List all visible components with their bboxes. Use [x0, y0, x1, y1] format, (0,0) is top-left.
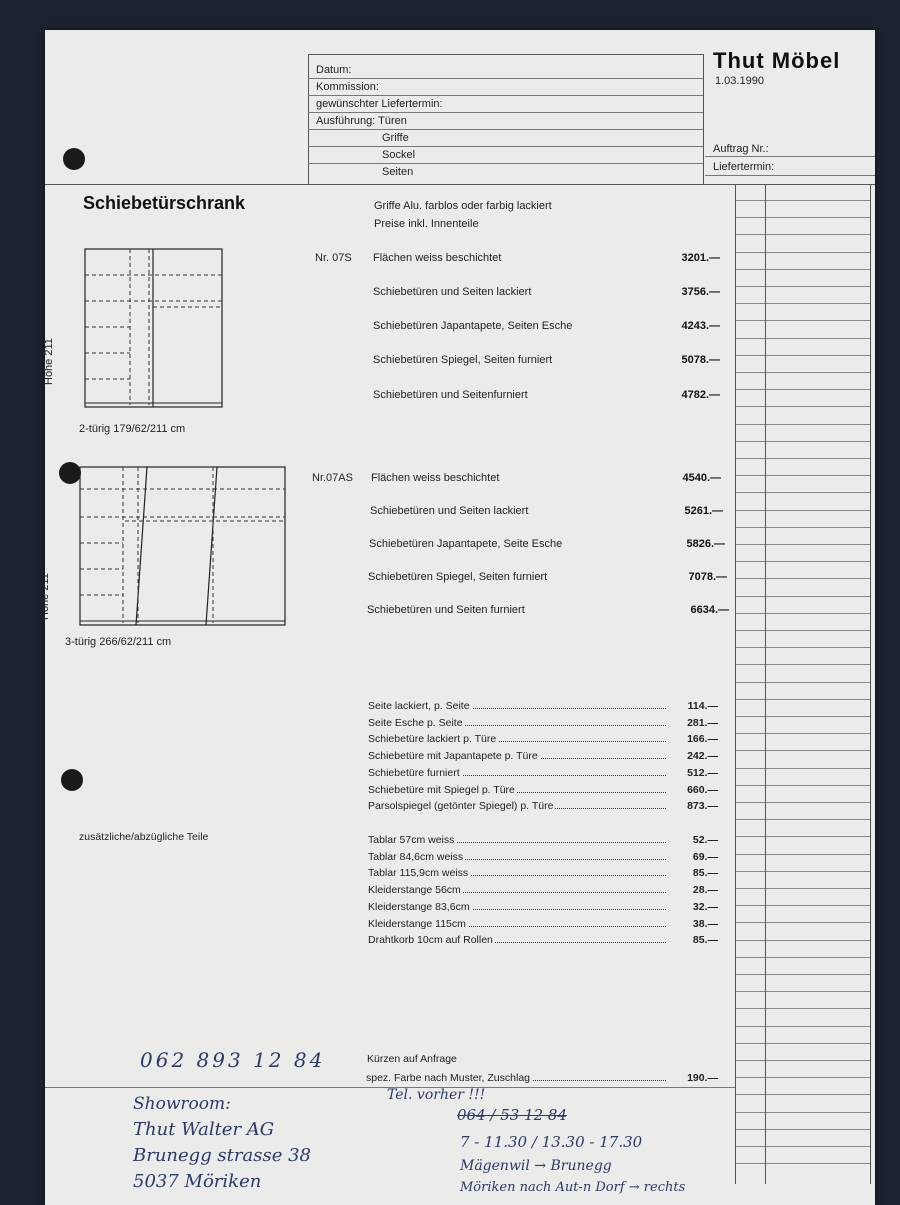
model1-item-price: 4243.— — [681, 320, 720, 332]
ledger-row-line — [735, 974, 870, 975]
model2-item-price: 4540.— — [682, 472, 721, 484]
parts-label: zusätzliche/abzügliche Teile — [79, 831, 209, 843]
part-b-row — [368, 866, 718, 880]
ledger-row-line — [735, 1146, 870, 1147]
farbe-row — [366, 1071, 718, 1085]
part-b-row — [368, 900, 718, 914]
part-a-price: 166.— — [687, 733, 718, 746]
part-a-row — [368, 783, 718, 797]
part-a-desc: Seite Esche p. Seite — [368, 716, 463, 729]
ledger-row-line — [735, 905, 870, 906]
auftrag-line — [705, 156, 875, 157]
model1-item-desc: Flächen weiss beschichtet — [373, 252, 502, 264]
model2-number: Nr.07AS — [312, 472, 353, 484]
handwritten-struck-number: 064 / 53 12 84 — [457, 1106, 568, 1124]
ledger-row-line — [735, 269, 870, 270]
ledger-row-line — [735, 510, 870, 511]
ledger-row-line — [735, 785, 870, 786]
ledger-row-line — [735, 768, 870, 769]
part-b-price: 52.— — [692, 834, 718, 846]
wardrobe-2-door-drawing — [75, 245, 235, 415]
header-right-border — [703, 54, 704, 184]
part-a-price: 281.— — [687, 716, 718, 729]
header-divider — [45, 184, 875, 185]
model2-item-price: 5826.— — [686, 538, 725, 550]
header-date: 1.03.1990 — [715, 75, 764, 87]
part-b-desc: Kleiderstange 56cm — [368, 884, 461, 897]
ledger-row-line — [735, 1094, 870, 1095]
handwritten-showroom-2: Thut Walter AG — [133, 1119, 275, 1140]
header-top-border — [308, 54, 703, 55]
model1-item-price: 3201.— — [681, 252, 720, 264]
model1-size-label: 2-türig 179/62/211 cm — [79, 423, 186, 435]
ledger-row-line — [735, 613, 870, 614]
ledger-row-line — [735, 682, 870, 683]
ledger-row-line — [735, 699, 870, 700]
ledger-row-line — [735, 286, 870, 287]
ledger-row-line — [735, 372, 870, 373]
ledger-row-line — [735, 871, 870, 872]
handwritten-showroom-4: 5037 Möriken — [133, 1171, 262, 1192]
part-a-desc: Seite lackiert, p. Seite — [368, 700, 470, 712]
ledger-row-line — [735, 492, 870, 493]
part-a-desc: Parsolspiegel (getönter Spiegel) p. Türe — [368, 800, 554, 813]
part-b-desc: Drahtkorb 10cm auf Rollen — [368, 934, 493, 947]
model2-item-desc: Schiebetüren Spiegel, Seiten furniert — [368, 571, 548, 583]
field-datum: Datum: — [308, 62, 703, 79]
part-b-desc: Kleiderstange 83,6cm — [368, 900, 470, 913]
part-b-desc: Tablar 115,9cm weiss — [368, 867, 469, 880]
farbe-desc: spez. Farbe nach Muster, Zuschlag — [366, 1072, 530, 1084]
punch-hole — [63, 148, 85, 170]
ledger-row-line — [735, 802, 870, 803]
ledger-row-line — [735, 389, 870, 390]
ledger-row-line — [735, 338, 870, 339]
part-a-price: 660.— — [687, 783, 718, 796]
part-b-price: 69.— — [692, 850, 718, 863]
part-a-desc: Schiebetüre mit Japantapete p. Türe — [368, 750, 538, 763]
ledger-row-line — [735, 922, 870, 923]
part-b-row — [368, 850, 718, 864]
ledger-row-line — [735, 252, 870, 253]
part-b-row — [368, 933, 718, 947]
part-a-row — [368, 732, 718, 746]
part-a-price: 512.— — [687, 766, 718, 779]
model1-item-desc: Schiebetüren und Seiten lackiert — [373, 286, 532, 298]
ledger-row-line — [735, 888, 870, 889]
ledger-row-line — [735, 1026, 870, 1027]
part-b-desc: Tablar 57cm weiss — [368, 834, 455, 846]
part-b-price: 85.— — [692, 934, 718, 947]
model1-item-desc: Schiebetüren und Seitenfurniert — [373, 389, 528, 401]
ledger-row-line — [735, 355, 870, 356]
handwritten-directions-1: Mägenwil → Brunegg — [460, 1158, 612, 1174]
ledger-row-line — [735, 1060, 870, 1061]
ledger-border-right — [870, 184, 871, 1184]
ledger-row-line — [735, 836, 870, 837]
model2-item-price: 6634.— — [690, 604, 729, 616]
ledger-row-line — [735, 475, 870, 476]
model1-item-desc: Schiebetüren Spiegel, Seiten furniert — [373, 354, 553, 366]
model1-item-price: 4782.— — [681, 389, 720, 401]
ledger-row-line — [735, 854, 870, 855]
farbe-price: 190.— — [687, 1072, 718, 1084]
brand-logo: Thut Möbel — [713, 48, 841, 73]
handwritten-hours: 7 - 11.30 / 13.30 - 17.30 — [460, 1133, 643, 1151]
ledger-row-line — [735, 1163, 870, 1164]
part-a-desc: Schiebetüre lackiert p. Türe — [368, 733, 497, 746]
handwritten-showroom-3: Brunegg strasse 38 — [133, 1145, 311, 1166]
ledger-row-line — [735, 647, 870, 648]
ledger-row-line — [735, 1043, 870, 1044]
ledger-border-mid — [765, 184, 766, 1184]
part-b-desc: Kleiderstange 115cm — [368, 917, 466, 930]
ledger-row-line — [735, 544, 870, 545]
part-b-row — [368, 883, 718, 897]
model1-item-desc: Schiebetüren Japantapete, Seiten Esche — [373, 320, 573, 332]
ledger-row-line — [735, 217, 870, 218]
model1-item-price: 3756.— — [681, 286, 720, 298]
part-b-price: 28.— — [692, 884, 718, 897]
ledger-row-line — [735, 940, 870, 941]
model2-item-desc: Schiebetüren und Seiten lackiert — [370, 505, 529, 517]
ledger-row-line — [735, 578, 870, 579]
field-griffe: Griffe — [308, 130, 703, 147]
ledger-row-line — [735, 406, 870, 407]
part-a-desc: Schiebetüre furniert — [368, 766, 460, 779]
model2-size-label: 3-türig 266/62/211 cm — [65, 636, 172, 648]
handwritten-tel: Tel. vorher !!! — [387, 1087, 486, 1103]
field-seiten: Seiten — [382, 166, 414, 178]
model2-item-price: 5261.— — [684, 505, 723, 517]
ledger-row-line — [735, 716, 870, 717]
page-title: Schiebetürschrank — [83, 193, 246, 213]
intro-line-1: Griffe Alu. farblos oder farbig lackiert — [374, 200, 552, 212]
liefertermin-line — [705, 175, 875, 176]
ledger-row-line — [735, 630, 870, 631]
part-a-price: 242.— — [687, 750, 718, 763]
model2-height-label: Höhe 211 — [39, 573, 51, 620]
part-a-row — [368, 799, 718, 813]
field-sockel: Sockel — [308, 147, 703, 164]
handwritten-phone: 062 893 12 84 — [140, 1048, 326, 1072]
part-a-price: 873.— — [687, 800, 718, 813]
ledger-row-line — [735, 991, 870, 992]
model2-item-desc: Schiebetüren und Seiten furniert — [367, 604, 525, 616]
ledger-row-line — [735, 320, 870, 321]
auftrag-label: Auftrag Nr.: — [713, 143, 769, 155]
ledger-row-line — [735, 458, 870, 459]
part-a-desc: Schiebetüre mit Spiegel p. Türe — [368, 783, 515, 796]
part-b-price: 32.— — [692, 900, 718, 913]
ledger-row-line — [735, 200, 870, 201]
ledger-row-line — [735, 733, 870, 734]
ledger-row-line — [735, 561, 870, 562]
part-b-row — [368, 917, 718, 931]
ledger-row-line — [735, 596, 870, 597]
part-a-row — [368, 716, 718, 730]
ledger-border-left — [735, 184, 736, 1184]
part-b-desc: Tablar 84,6cm weiss — [368, 850, 464, 863]
part-a-price: 114.— — [687, 700, 718, 712]
field-ausfuehrung: Ausführung: Türen — [308, 113, 703, 130]
part-a-row — [368, 766, 718, 780]
ledger-row-line — [735, 957, 870, 958]
ledger-row-line — [735, 1077, 870, 1078]
ledger-row-line — [735, 1008, 870, 1009]
model1-item-price: 5078.— — [681, 354, 720, 366]
part-b-row — [368, 833, 718, 847]
field-kommission: Kommission: — [308, 79, 703, 96]
wardrobe-3-door-drawing — [70, 463, 295, 633]
model1-height-label: Höhe 211 — [43, 338, 55, 385]
part-a-row — [368, 749, 718, 763]
ledger-row-line — [735, 1129, 870, 1130]
price-sheet — [39, 30, 875, 1205]
ledger-row-line — [735, 234, 870, 235]
liefertermin-label: Liefertermin: — [713, 161, 775, 173]
ledger-row-line — [735, 819, 870, 820]
part-b-price: 85.— — [692, 867, 718, 880]
handwritten-directions-2: Möriken nach Aut-n Dorf → rechts — [460, 1180, 686, 1195]
intro-line-2: Preise inkl. Innenteile — [374, 218, 479, 230]
part-b-price: 38.— — [692, 917, 718, 930]
part-a-row — [368, 699, 718, 713]
ledger-row-line — [735, 664, 870, 665]
ledger-row-line — [735, 750, 870, 751]
ledger-row-line — [735, 303, 870, 304]
model1-number: Nr. 07S — [315, 252, 352, 264]
ledger-row-line — [735, 441, 870, 442]
ledger-row-line — [735, 1112, 870, 1113]
punch-hole — [61, 769, 83, 791]
handwritten-showroom-1: Showroom: — [133, 1094, 231, 1114]
ledger-row-line — [735, 527, 870, 528]
model2-item-desc: Flächen weiss beschichtet — [371, 472, 500, 484]
kurzen-note: Kürzen auf Anfrage — [367, 1053, 457, 1065]
model2-item-desc: Schiebetüren Japantapete, Seite Esche — [369, 538, 563, 550]
model2-item-price: 7078.— — [688, 571, 727, 583]
ledger-row-line — [735, 424, 870, 425]
field-liefertermin: gewünschter Liefertermin: — [308, 96, 703, 113]
